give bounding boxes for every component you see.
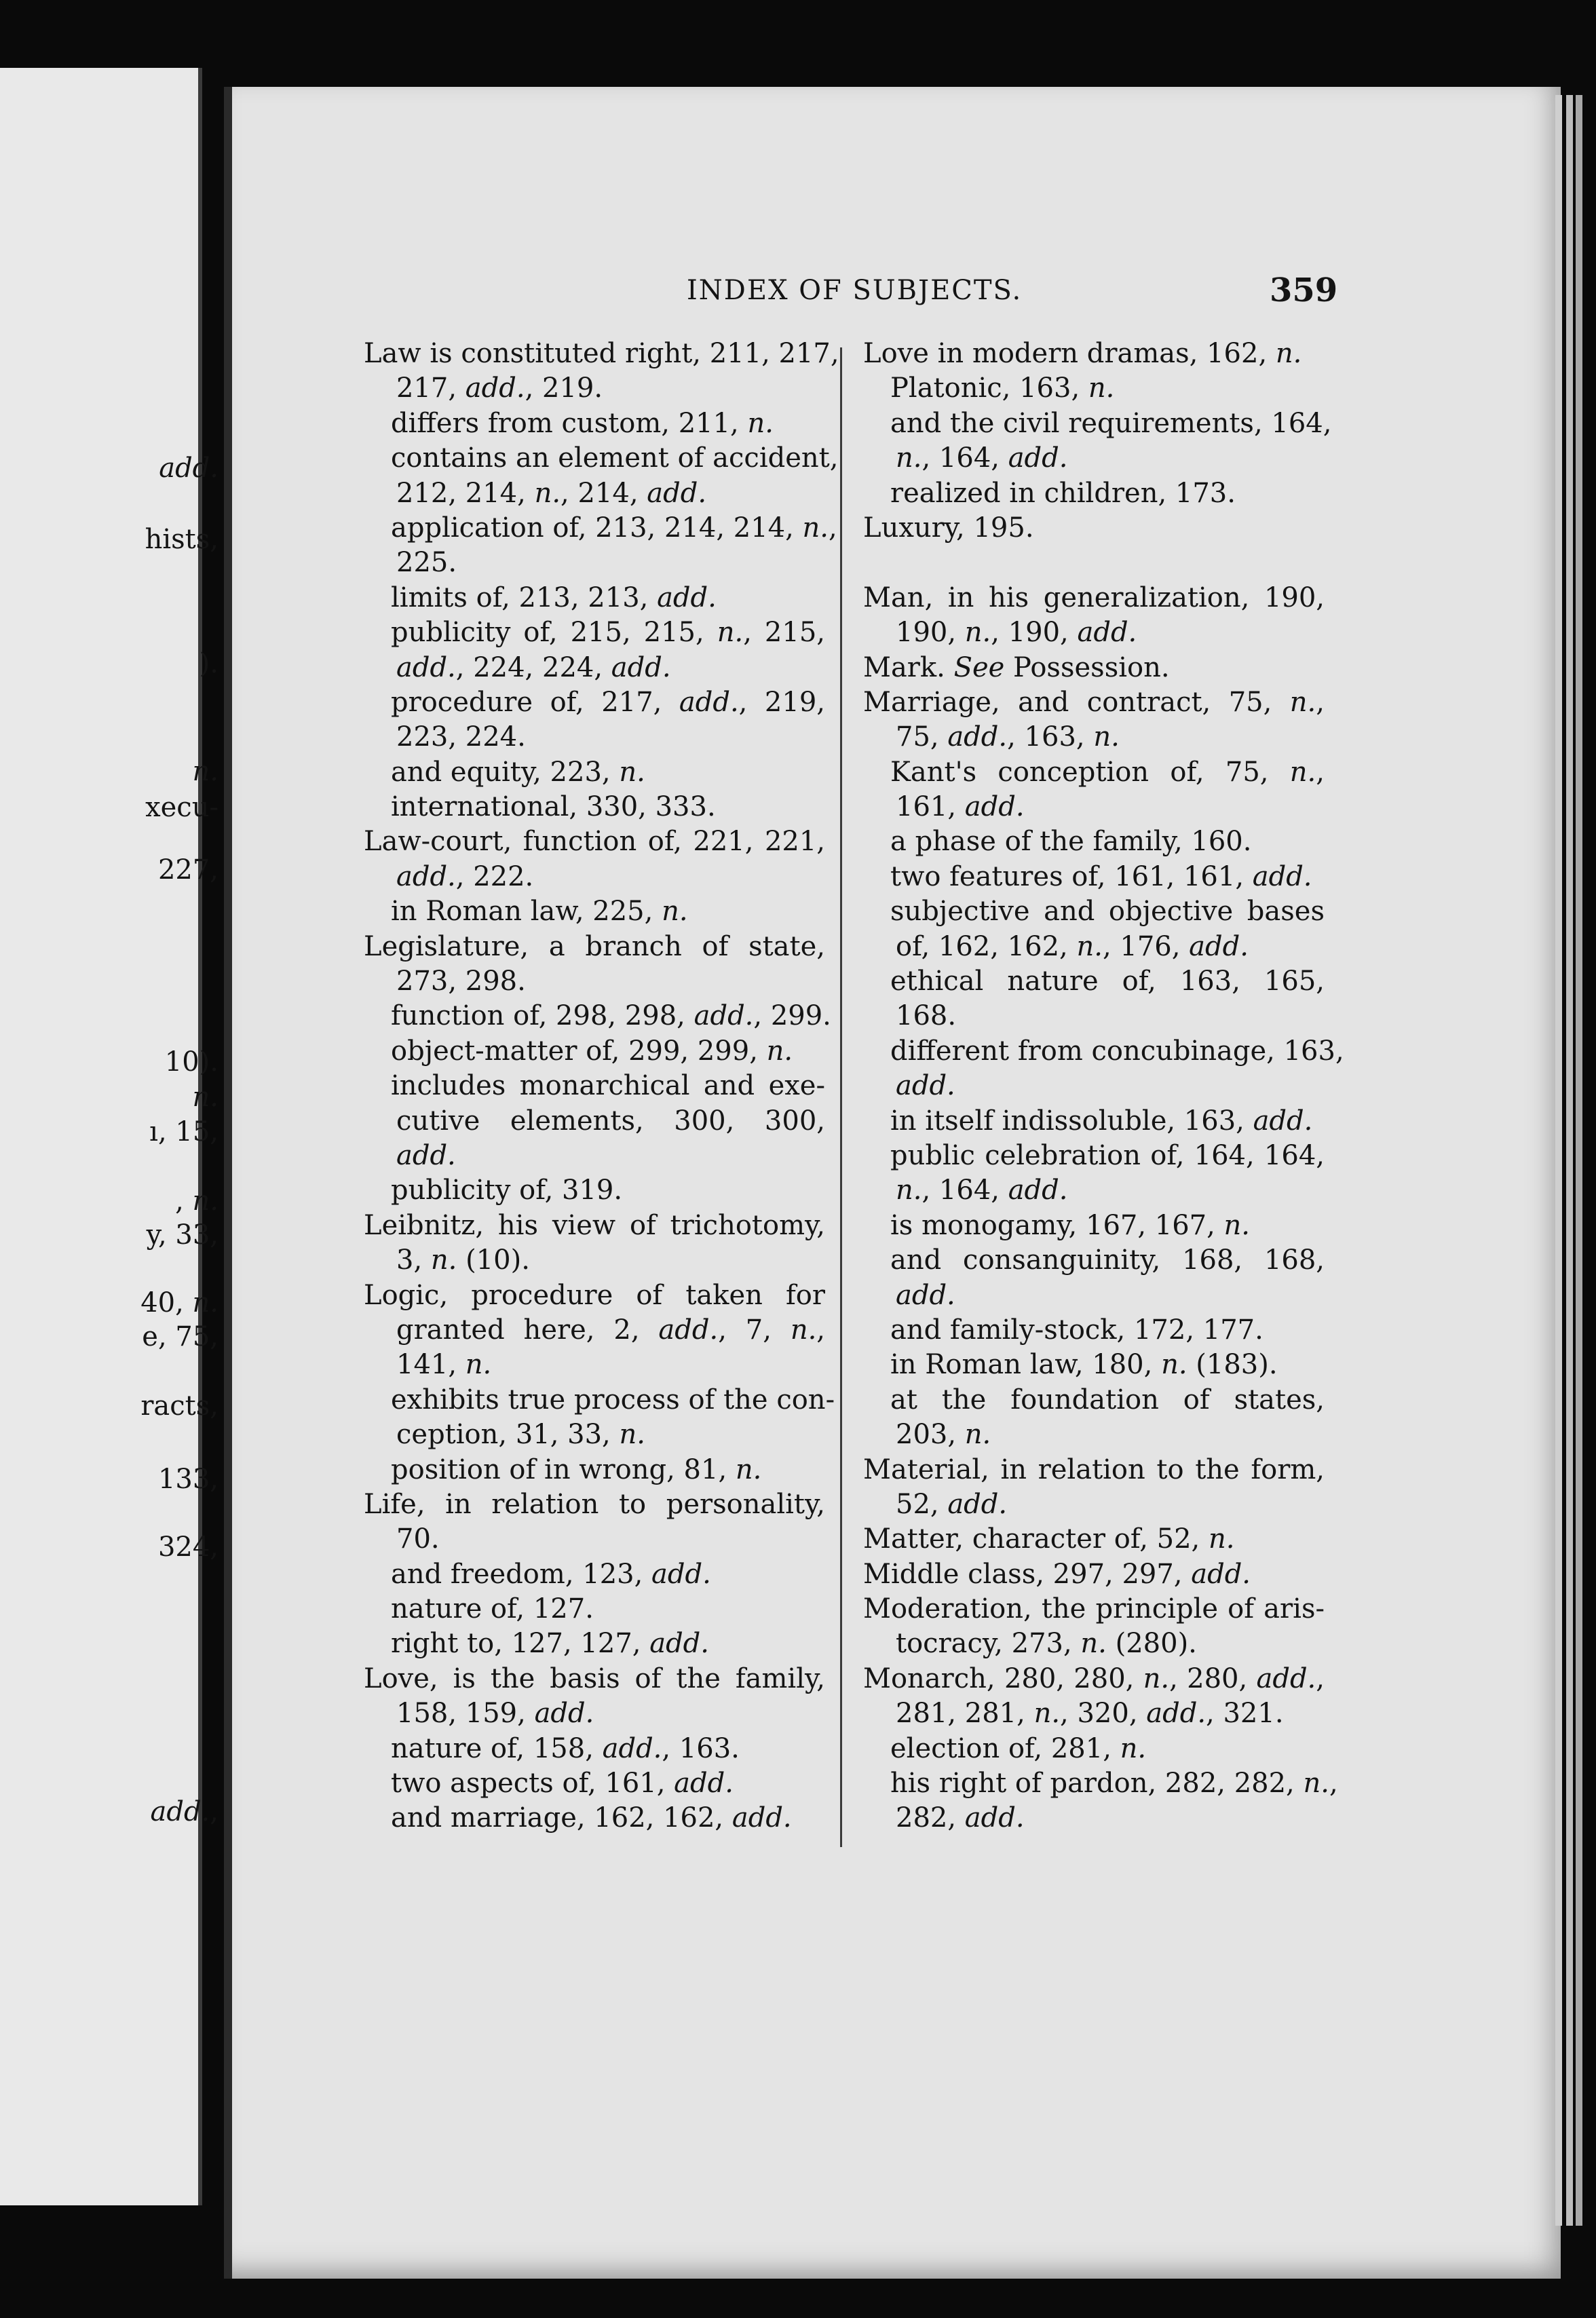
- index-line: tocracy, 273, n. (280).: [896, 1628, 1197, 1660]
- index-line: and equity, 223, n.: [391, 756, 645, 788]
- page-number: 359: [1270, 271, 1338, 309]
- previous-page-text-fragment: add.,: [150, 1796, 218, 1827]
- index-line: a phase of the family, 160.: [890, 826, 1252, 858]
- index-line: 212, 214, n., 214, add.: [396, 477, 707, 509]
- index-line: n., 164, add.: [896, 442, 1068, 474]
- index-line: and marriage, 162, 162, add.: [391, 1802, 792, 1834]
- page-edge: [1566, 95, 1573, 2226]
- previous-page-text-fragment: ).: [199, 648, 218, 679]
- index-line: Leibnitz, his view of trichotomy,: [364, 1209, 825, 1241]
- index-line: nature of, 127.: [391, 1593, 594, 1625]
- index-line: and the civil requirements, 164,: [890, 407, 1332, 439]
- index-line: publicity of, 319.: [391, 1175, 623, 1206]
- previous-page-text-fragment: 40, n.: [140, 1287, 218, 1318]
- index-line: Middle class, 297, 297, add.: [863, 1558, 1251, 1590]
- index-line: n., 164, add.: [896, 1175, 1068, 1206]
- index-line: Moderation, the principle of aris-: [863, 1593, 1325, 1625]
- index-line: at the foundation of states,: [890, 1384, 1325, 1416]
- index-line: 158, 159, add.: [396, 1698, 594, 1730]
- previous-page-text-fragment: n.: [192, 1082, 218, 1113]
- index-line: 282, add.: [896, 1802, 1025, 1834]
- previous-page-text-fragment: , n.: [175, 1185, 218, 1217]
- index-line: Mark. See Possession.: [863, 651, 1170, 683]
- index-line: in Roman law, 225, n.: [391, 896, 688, 928]
- index-line: his right of pardon, 282, 282, n.,: [890, 1768, 1338, 1800]
- index-column-right: [863, 337, 1344, 1836]
- index-line: add.: [896, 1070, 955, 1102]
- previous-page-text-fragment: 227,: [157, 854, 218, 886]
- previous-page-text-fragment: n.: [192, 756, 218, 787]
- index-line: ethical nature of, 163, 165,: [890, 966, 1325, 998]
- index-line: granted here, 2, add., 7, n.,: [396, 1314, 826, 1346]
- index-line: differs from custom, 211, n.: [391, 407, 774, 439]
- index-line: Logic, procedure of taken for: [364, 1279, 825, 1311]
- index-line: limits of, 213, 213, add.: [391, 582, 717, 613]
- index-line: Love in modern dramas, 162, n.: [863, 338, 1302, 369]
- index-line: international, 330, 333.: [391, 791, 716, 823]
- index-line: nature of, 158, add., 163.: [391, 1732, 740, 1764]
- index-line: in Roman law, 180, n. (183).: [890, 1349, 1278, 1381]
- index-line: 203, n.: [896, 1419, 991, 1451]
- previous-page-text-fragment: add.: [159, 453, 218, 484]
- index-line: 75, add., 163, n.: [896, 721, 1120, 753]
- index-line: two features of, 161, 161, add.: [890, 860, 1312, 892]
- index-line: and family-stock, 172, 177.: [890, 1314, 1264, 1346]
- index-line: Man, in his generalization, 190,: [863, 582, 1325, 613]
- index-line: 281, 281, n., 320, add., 321.: [896, 1698, 1284, 1730]
- index-line: Love, is the basis of the family,: [364, 1662, 825, 1694]
- page-edge: [1576, 95, 1582, 2226]
- index-line: Kant's conception of, 75, n.,: [890, 756, 1325, 788]
- index-line: application of, 213, 214, 214, n.,: [391, 512, 837, 544]
- index-line: public celebration of, 164, 164,: [890, 1139, 1325, 1171]
- index-line: 223, 224.: [396, 721, 526, 753]
- index-line: election of, 281, n.: [890, 1732, 1147, 1764]
- index-line: and freedom, 123, add.: [391, 1558, 711, 1590]
- index-line: exhibits true process of the con-: [391, 1384, 835, 1416]
- index-line: 273, 298.: [396, 966, 526, 998]
- index-line: different from concubinage, 163,: [890, 1035, 1344, 1067]
- index-line: 217, add., 219.: [396, 373, 603, 404]
- previous-page-text-fragment: 133,: [157, 1464, 218, 1495]
- index-line: ception, 31, 33, n.: [396, 1419, 645, 1451]
- index-line: contains an element of accident,: [391, 442, 839, 474]
- page-edge: [1555, 95, 1562, 2226]
- index-line: in itself indissoluble, 163, add.: [890, 1105, 1313, 1137]
- index-line: two aspects of, 161, add.: [391, 1768, 734, 1800]
- index-line: 52, add.: [896, 1488, 1008, 1520]
- page-header-title: INDEX OF SUBJECTS.: [687, 275, 1023, 306]
- index-line: 168.: [896, 1000, 957, 1032]
- index-line: and consanguinity, 168, 168,: [890, 1244, 1325, 1276]
- index-line: add.: [896, 1279, 955, 1311]
- index-line: includes monarchical and exe-: [391, 1070, 825, 1102]
- index-line: 225.: [396, 547, 457, 579]
- index-line: add., 224, 224, add.: [396, 651, 671, 683]
- index-line: Monarch, 280, 280, n., 280, add.,: [863, 1662, 1325, 1694]
- index-line: add., 222.: [396, 860, 534, 892]
- index-line: Platonic, 163, n.: [890, 373, 1115, 404]
- blank-line: [863, 546, 1325, 580]
- index-line: function of, 298, 298, add., 299.: [391, 1000, 831, 1032]
- index-line: is monogamy, 167, 167, n.: [890, 1209, 1251, 1241]
- index-line: Law is constituted right, 211, 217,: [364, 338, 839, 369]
- index-line: 70.: [396, 1523, 440, 1555]
- index-line: Matter, character of, 52, n.: [863, 1523, 1235, 1555]
- index-line: 141, n.: [396, 1349, 492, 1381]
- index-line: Legislature, a branch of state,: [364, 930, 825, 962]
- previous-page-text-fragment: ı, 15,: [149, 1116, 218, 1147]
- previous-page-text-fragment: e, 75,: [142, 1321, 218, 1352]
- index-line: 3, n. (10).: [396, 1244, 530, 1276]
- index-line: procedure of, 217, add., 219,: [391, 686, 825, 718]
- index-line: 161, add.: [896, 791, 1025, 823]
- previous-page-edge: [0, 68, 218, 2205]
- index-line: subjective and objective bases: [890, 896, 1325, 928]
- index-line: realized in children, 173.: [890, 477, 1236, 509]
- column-divider: [840, 347, 842, 1847]
- previous-page-text-fragment: xecu-: [145, 792, 218, 823]
- index-line: Luxury, 195.: [863, 512, 1034, 544]
- index-line: position of in wrong, 81, n.: [391, 1454, 762, 1485]
- index-line: Marriage, and contract, 75, n.,: [863, 686, 1325, 718]
- index-line: publicity of, 215, 215, n., 215,: [391, 617, 825, 649]
- index-column-left: [364, 337, 839, 1836]
- index-line: Law-court, function of, 221, 221,: [364, 826, 825, 858]
- previous-page-text-fragment: hists,: [145, 524, 218, 555]
- index-line: right to, 127, 127, add.: [391, 1628, 709, 1660]
- previous-page-text-fragment: y, 33,: [146, 1219, 218, 1251]
- index-line: of, 162, 162, n., 176, add.: [896, 930, 1249, 962]
- index-line: cutive elements, 300, 300,: [396, 1105, 825, 1137]
- index-line: add.: [396, 1139, 456, 1171]
- previous-page-text-fragment: racts,: [140, 1390, 218, 1422]
- index-line: Life, in relation to personality,: [364, 1488, 825, 1520]
- previous-page-text-fragment: 324,: [157, 1532, 218, 1563]
- previous-page-text-fragment: 10).: [164, 1046, 218, 1078]
- index-line: Material, in relation to the form,: [863, 1454, 1325, 1485]
- index-line: object-matter of, 299, 299, n.: [391, 1035, 793, 1067]
- index-line: 190, n., 190, add.: [896, 617, 1137, 649]
